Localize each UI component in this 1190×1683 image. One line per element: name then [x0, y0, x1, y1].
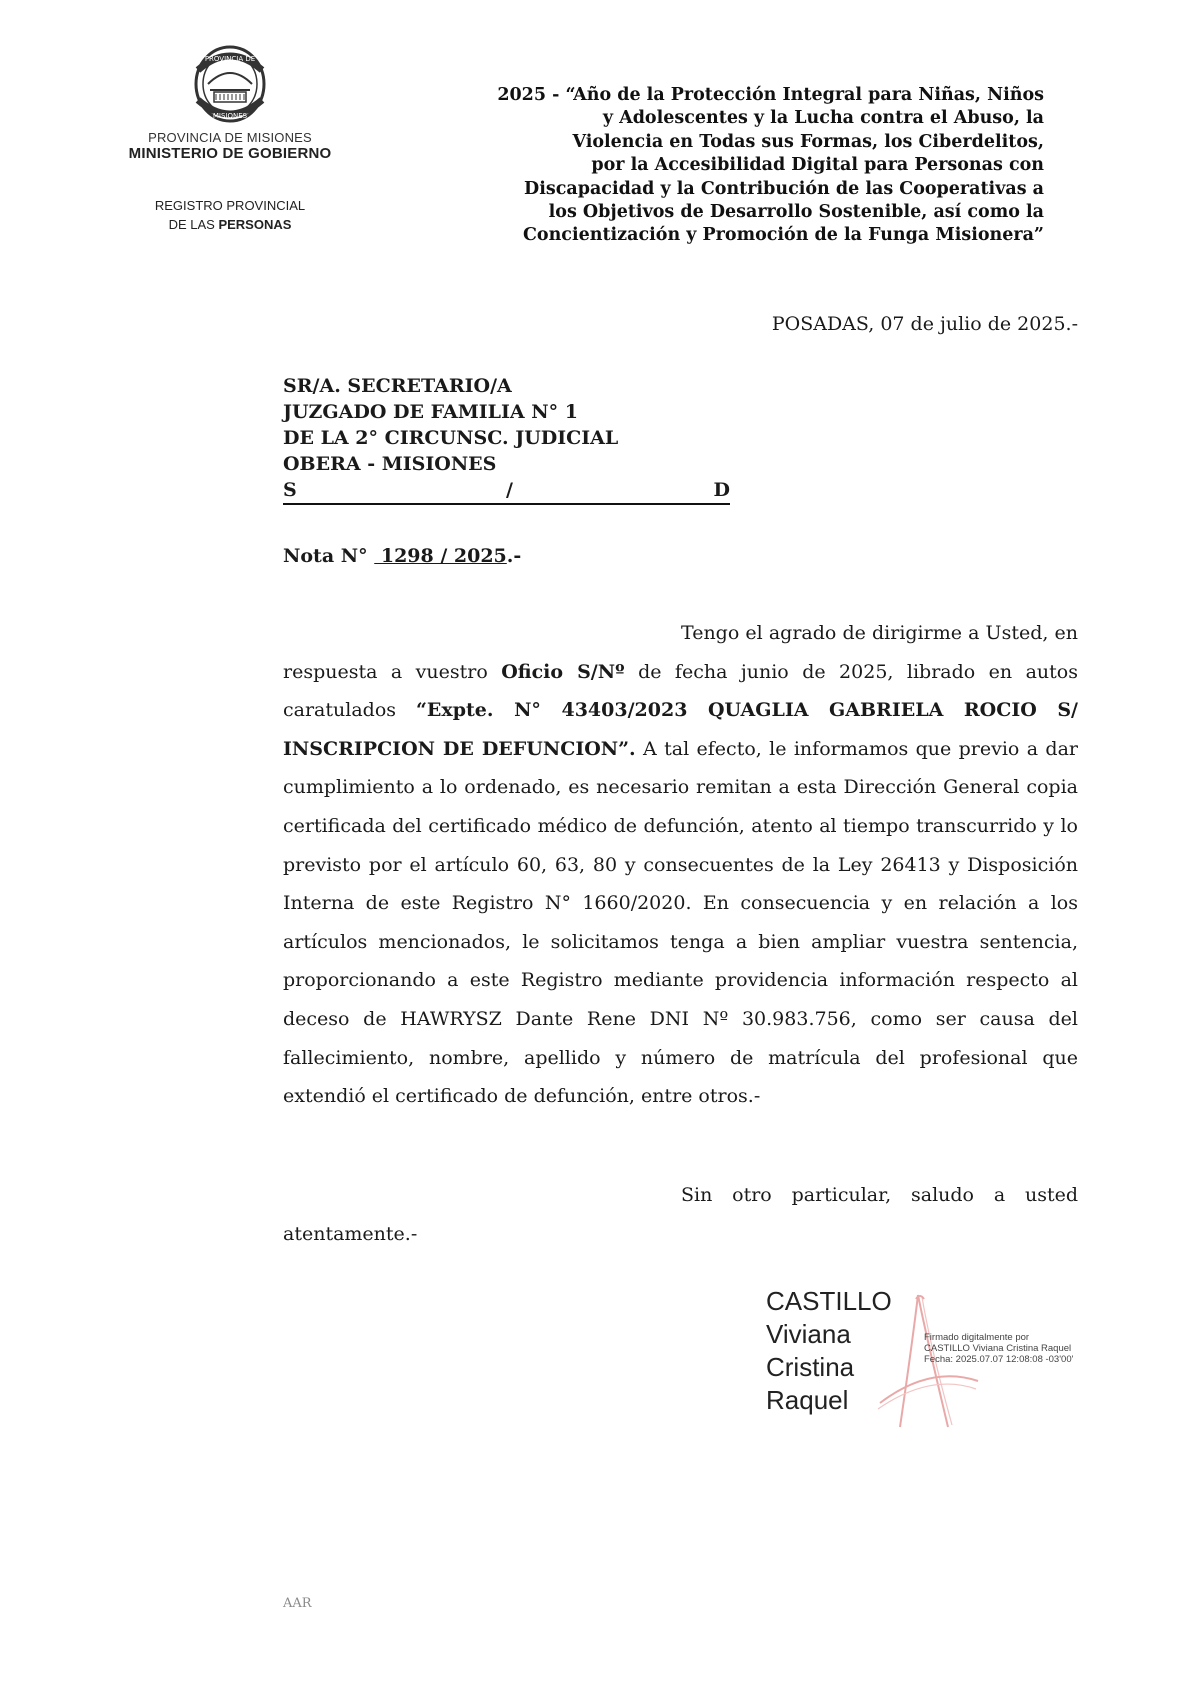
motto-line: 2025 - “Año de la Protección Integral para Niñas, Niños [497, 85, 1044, 105]
motto-line: por la Accesibilidad Digital para Personas con [591, 155, 1044, 176]
signer-name: CASTILLO Viviana Cristina Raquel [766, 1286, 892, 1415]
note-number: Nota N° 1298 / 2025.- [283, 545, 522, 567]
motto-line: los Objetivos de Desarrollo Sostenible, así como la [548, 202, 1044, 223]
registry-line-1: REGISTRO PROVINCIAL [154, 198, 306, 213]
closing-paragraph: Sin otro particular, saludo a usted atentamente.- [283, 1184, 1078, 1245]
sd-d: D [713, 479, 730, 501]
year-motto [440, 84, 1044, 248]
sd-slash: / [506, 479, 513, 501]
sd-s: S [283, 479, 297, 501]
body-paragraph: Tengo el agrado de dirigirme a Usted, en respuesta a vuestro Oficio S/Nº de fecha junio de 2025, librado en autos caratulados “Expte. N° 43403/2023 QUAGLIA GABRIELA ROCIO S/ INSCRIPCION DE DEFUNCION”. A tal efecto, le informamos que previo a dar cumplimiento a lo ordenado, es necesario remitan a esta Dirección General copia certificada del certificado médico de defunción, atento al tiempo transcurrido y lo previsto por el artículo 60, 63, 80 y consecuentes de la Ley 26413 y Disposición Interna de este Registro N° 1660/2020. En consecuencia y en relación a los artículos mencionados, le solicitamos tenga a bien ampliar vuestra sentencia, proporcionando a este Registro mediante providencia información respecto al deceso de HAWRYSZ Dante Rene DNI Nº 30.983.756, como ser causa del fallecimiento, nombre, apellido y número de matrícula del profesional que extendió el certificado de defunción, entre otros.- [283, 622, 1079, 1108]
registry-name [140, 196, 320, 234]
registry-line-2: DE LAS PERSONAS [168, 217, 292, 232]
motto-line: Concientización y Promoción de la Funga Misionera” [522, 225, 1044, 246]
seal-ring-text-top: PROVINCIA DE [204, 55, 256, 63]
ministry-name: MINISTERIO DE GOBIERNO [128, 145, 332, 162]
addressee-line: JUZGADO DE FAMILIA N° 1 [283, 401, 578, 423]
motto-line: Violencia en Todas sus Formas, los Ciberdelitos, [572, 131, 1044, 152]
addressee-block [283, 373, 743, 505]
addressee-line: DE LA 2° CIRCUNSC. JUDICIAL [283, 427, 619, 449]
digital-signature-stamp: Firmado digitalmente por CASTILLO Viviana Cristina Raquel Fecha: 2025.07.07 12:08:08 -03'00' [924, 1332, 1074, 1365]
su-despacho-line [283, 477, 730, 505]
addressee-line: SR/A. SECRETARIO/A [283, 375, 512, 397]
motto-line: y Adolescentes y la Lucha contra el Abuso, la [602, 108, 1044, 129]
date-line: POSADAS, 07 de julio de 2025.- [771, 313, 1078, 335]
province-name: PROVINCIA DE MISIONES [148, 130, 312, 145]
addressee-line: OBERA - MISIONES [283, 453, 497, 475]
ministry-logo-block [110, 44, 350, 162]
typist-initials: AAR [283, 1596, 312, 1611]
seal-ring-text-bottom: MISIONES [212, 112, 248, 120]
motto-line: Discapacidad y la Contribución de las Cooperativas a [524, 178, 1044, 199]
provincial-seal-icon [184, 44, 276, 126]
